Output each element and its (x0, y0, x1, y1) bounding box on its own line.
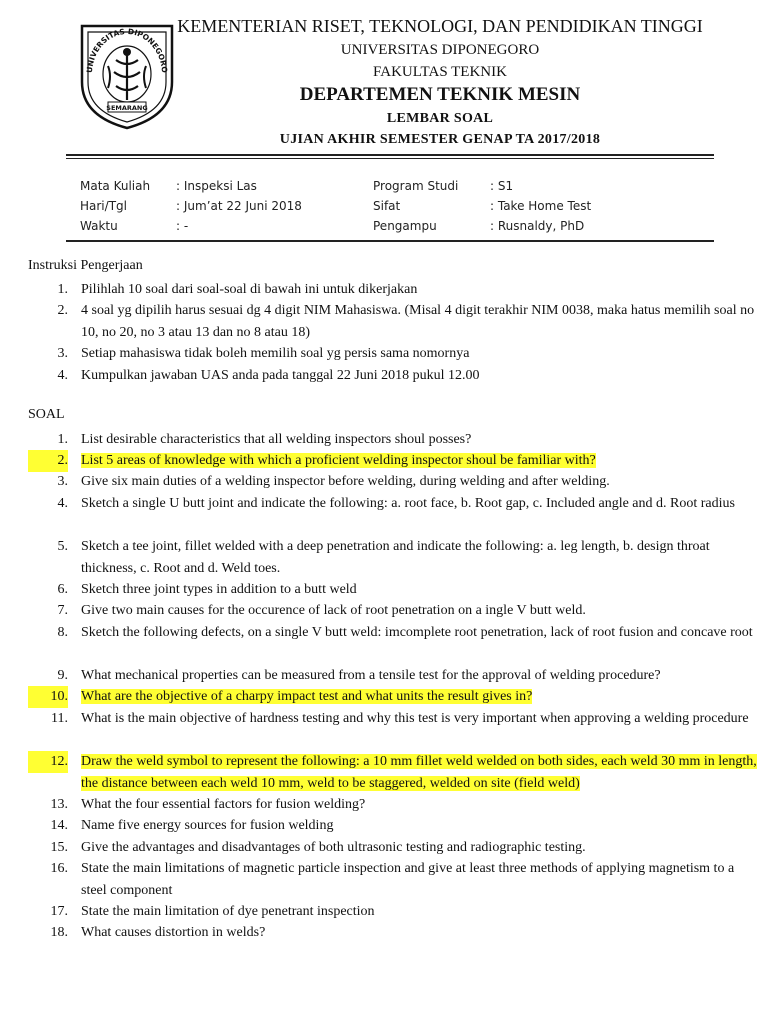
waktu-value: : - (176, 219, 189, 233)
university-seal-logo (78, 16, 176, 130)
soal-title: SOAL (28, 407, 65, 422)
pengampu-label: Pengampu (373, 219, 437, 233)
info-divider-bottom (66, 240, 714, 242)
hari-label: Hari/Tgl (80, 199, 127, 213)
sifat-value: : Take Home Test (490, 199, 592, 213)
svg-text:SEMARANG: SEMARANG (106, 104, 148, 112)
hari-value: : Jum’at 22 Juni 2018 (176, 199, 302, 213)
header-divider-top (66, 154, 714, 156)
mata-kuliah-label: Mata Kuliah (80, 179, 151, 193)
department-name: DEPARTEMEN TEKNIK MESIN (299, 84, 581, 105)
faculty-name: FAKULTAS TEKNIK (373, 64, 507, 80)
sifat-label: Sifat (373, 199, 401, 213)
university-name: UNIVERSITAS DIPONEGORO (340, 42, 540, 58)
waktu-label: Waktu (80, 219, 118, 233)
mata-kuliah-value: : Inspeksi Las (176, 179, 257, 193)
header-divider-top-thin (66, 158, 714, 159)
svg-text:UNIVERSITAS DIPONEGORO: UNIVERSITAS DIPONEGORO (84, 26, 170, 74)
pengampu-value: : Rusnaldy, PhD (490, 219, 585, 233)
exam-sheet: UNIVERSITAS DIPONEGORO SEMARANG KEMENTERIAN RISET, TEKNOLOGI, DAN PENDIDIKAN TINGGI UNIVERSITAS DIPONEGORO FAKULTAS TEKNIK DEPARTEMEN TEKNIK MESIN LEMBAR SOAL UJIAN AKHIR SEMESTER GENAP TA 2017/2018 Mata Kuliah : Inspeksi Las Hari/Tgl : Jum’at 22 Juni 2018 Waktu : - Program Studi : S1 Sifat : Take Home Test Pengampu : Rusnaldy, PhD Instruksi Pengerjaan 1. Pilihlah 10 soal dari soal-soal di bawah ini untuk dikerjakan 2. 4 soal yg dipilih harus sesuai dg 4 digit NIM Mahasiswa. (Misal 4 digit terakhir NIM 0038, maka hatus memilih soal no 10, no 20, no 3 atau 13 dan no 8 atau 18) 3. Setiap mahasiswa tidak boleh memilih soal yg persis sama nomornya 4. Kumpulkan jawaban UAS anda pada tanggal 22 Juni 2018 pukul 12.00 SOAL 1. List desirable characteristics that all welding inspectors shoul posses? 2. List 5 areas of knowledge with which a proficient welding inspector shoul be familiar with? 3. Give six main duties of a welding inspector before welding, during welding and after welding. 4. Sketch a single U butt joint and indicate the following: a. root face, b. Root gap, c. Included angle and d. Root radius 5. Sketch a tee joint, fillet welded with a deep penetration and indicate the following: a. leg length, b. design throat thickness, c. Root and d. Weld toes. 6. Sketch three joint types in addition to a butt weld 7. Give two main causes for the occurence of lack of root penetration on a ingle V butt weld. 8. Sketch the following defects, on a single V butt weld: imcomplete root penetration, lack of root fusion and concave root 9. What mechanical properties can be measured from a tensile test for the approval of welding procedure? 10. What are the objective of a charpy impact test and what units the result gives in? 11. What is the main objective of hardness testing and why this test is very important when approving a welding procedure 12. Draw the weld symbol to represent the following: a 10 mm fillet weld welded on both sides, each weld 30 mm in length, the distance between each weld 10 mm, weld to be staggered, welded on site (field weld) 13. What the four essential factors for fusion welding? 14. Name five energy sources for fusion welding 15. Give the advantages and disadvantages of both ultrasonic testing and radiographic testing. 16. State the main limitations of magnetic particle inspection and give at least three methods of applying magnetism to a steel component 17. State the main limitation of dye penetrant inspection 18. What causes distortion in welds? (28, 16, 757, 940)
instructions-title: Instruksi Pengerjaan (28, 258, 143, 273)
prodi-value: : S1 (490, 179, 514, 193)
sheet-title: LEMBAR SOAL (386, 111, 494, 126)
ministry-title: KEMENTERIAN RISET, TEKNOLOGI, DAN PENDIDIKAN TINGGI (177, 16, 703, 36)
exam-title: UJIAN AKHIR SEMESTER GENAP TA 2017/2018 (279, 132, 601, 147)
prodi-label: Program Studi (373, 179, 459, 193)
